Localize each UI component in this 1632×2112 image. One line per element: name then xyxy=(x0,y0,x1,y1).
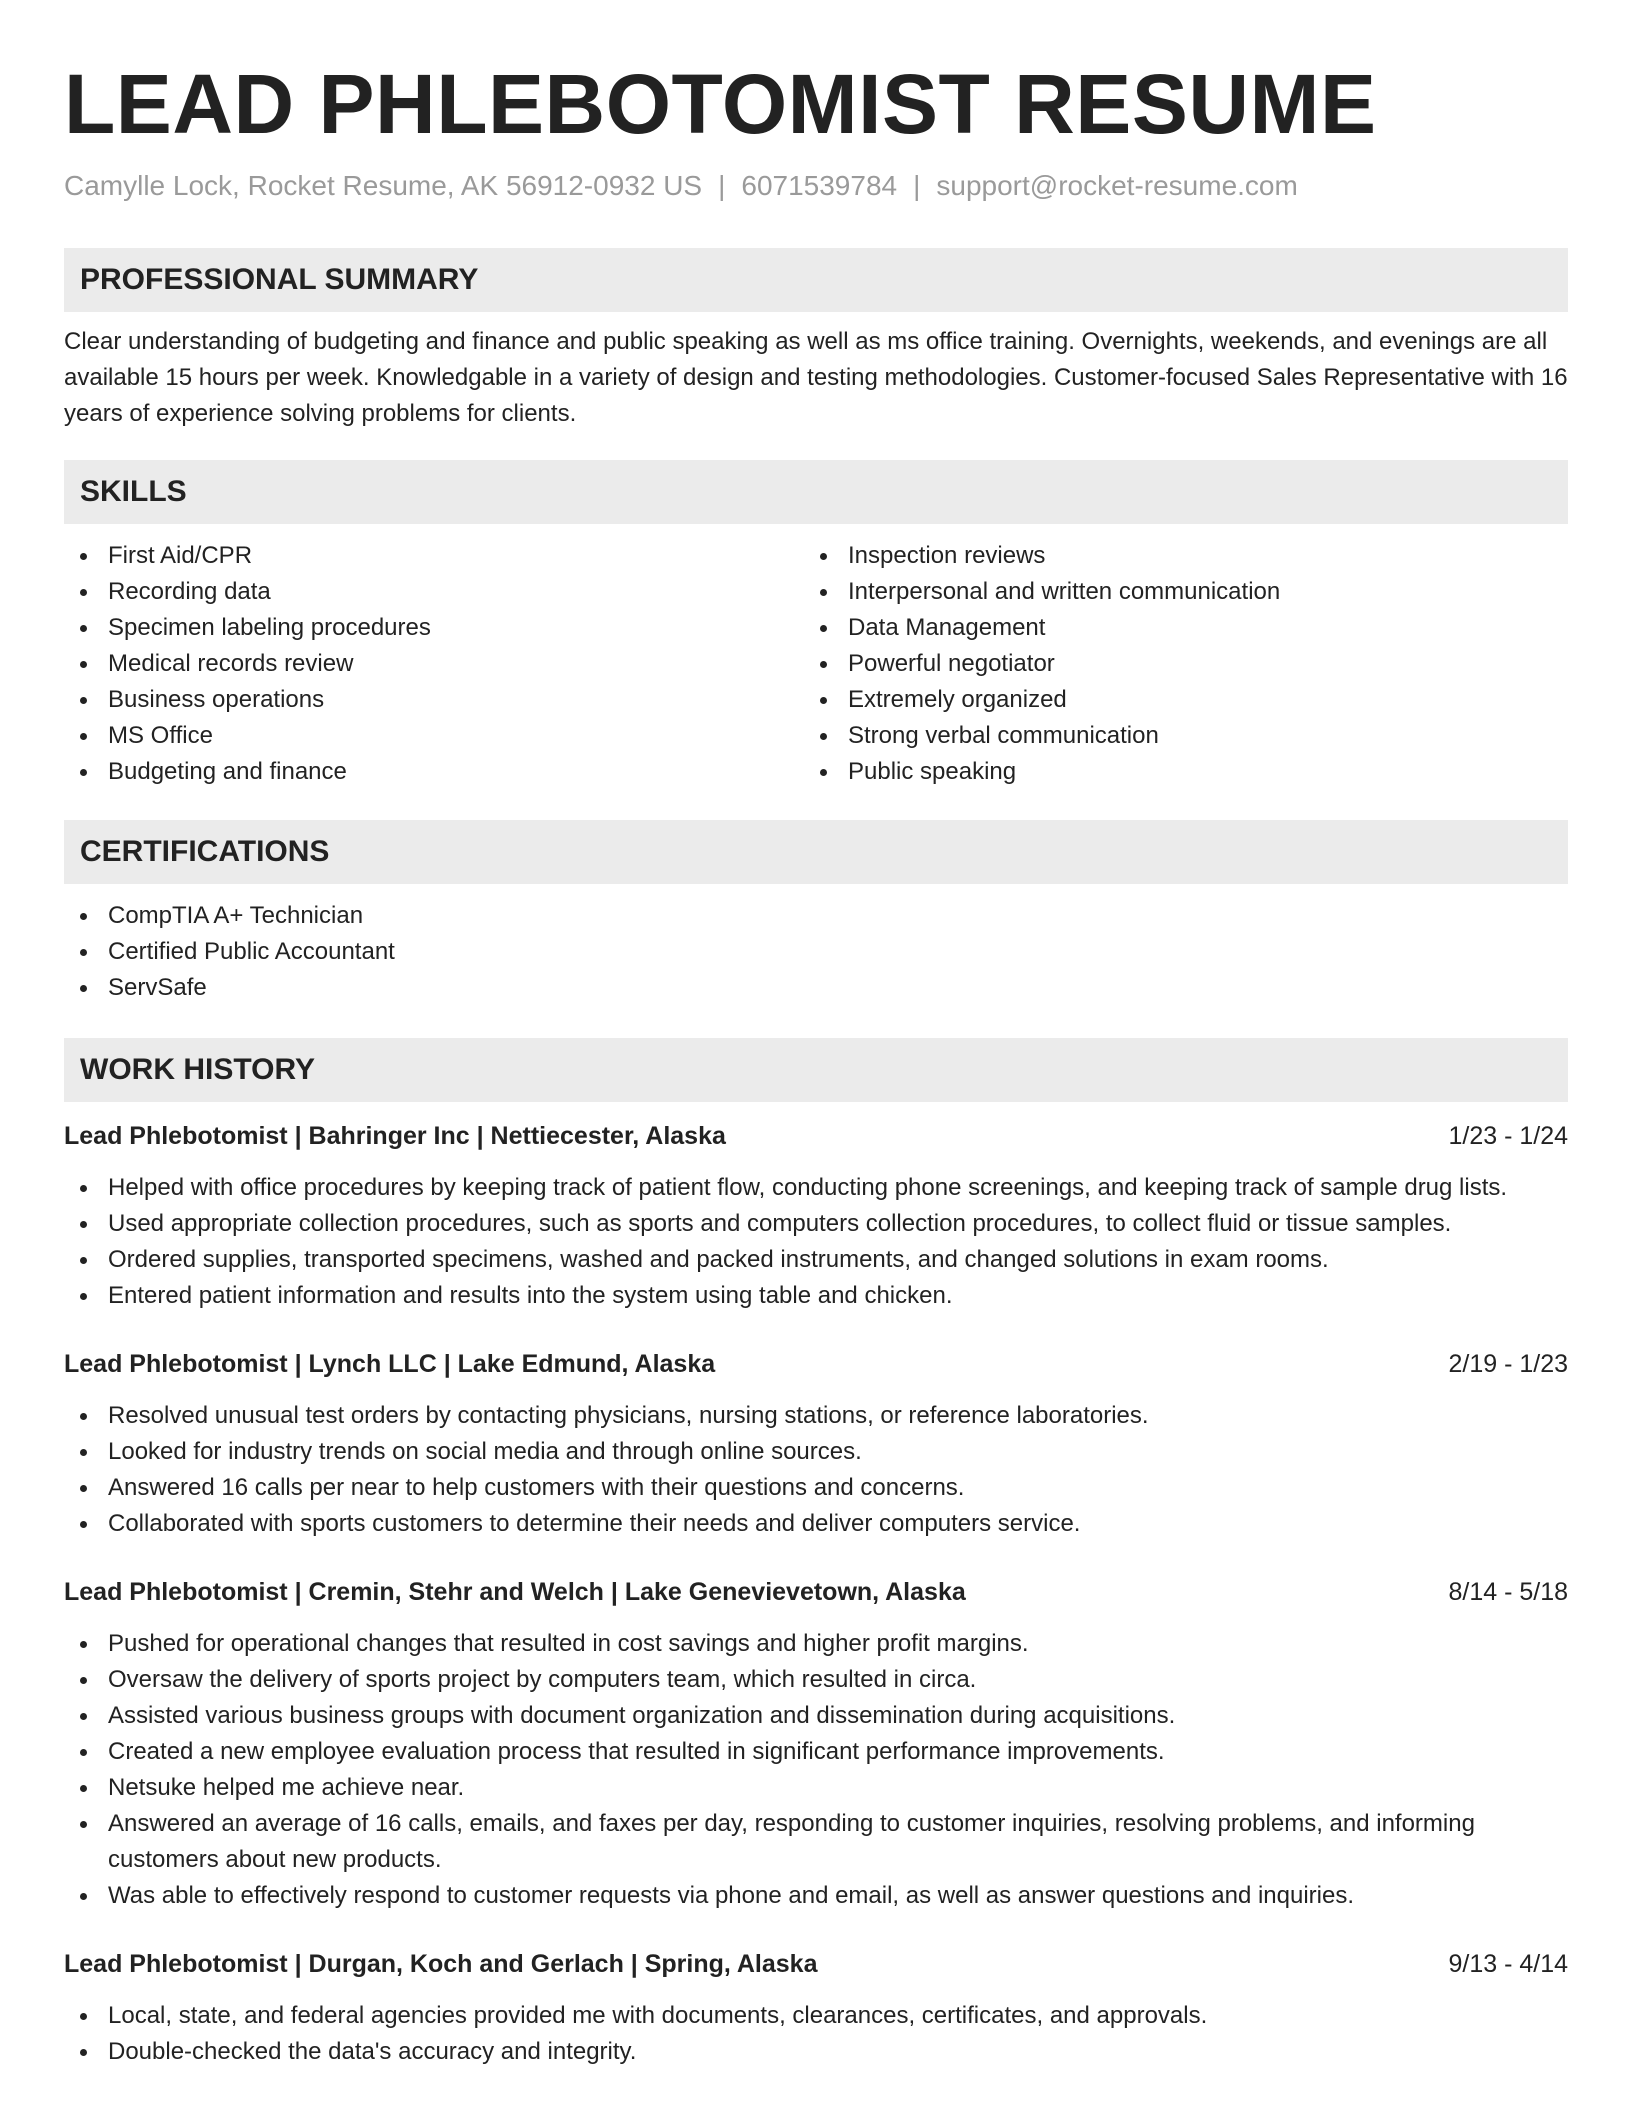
job-header xyxy=(64,1946,1568,1982)
certification-item: CompTIA A+ Technician xyxy=(64,898,1568,934)
job-bullet: Used appropriate collection procedures, such as sports and computers collection procedures, to collect fluid or tissue samples. xyxy=(64,1206,1568,1242)
job-bullet: Local, state, and federal agencies provided me with documents, clearances, certificates, and approvals. xyxy=(64,1998,1568,2034)
job-bullet: Ordered supplies, transported specimens, washed and packed instruments, and changed solutions in exam rooms. xyxy=(64,1242,1568,1278)
certifications-section xyxy=(64,820,1568,1006)
job-bullet: Double-checked the data's accuracy and integrity. xyxy=(64,2034,1568,2070)
job-header xyxy=(64,1574,1568,1610)
skill-item: Inspection reviews xyxy=(804,538,1544,574)
job-entry xyxy=(64,1118,1568,1314)
job-entry xyxy=(64,1946,1568,2070)
job-bullets xyxy=(64,1998,1568,2070)
job-bullets xyxy=(64,1398,1568,1542)
summary-text: Clear understanding of budgeting and finance and public speaking as well as ms office training. Overnights, weekends, and evenings are all available 15 hours per week. Knowledgable in a variety of design and testing methodologies. Customer-focused Sales Representative with 16 years of experience solving problems for clients. xyxy=(64,328,1568,427)
job-bullet: Collaborated with sports customers to determine their needs and deliver computers service. xyxy=(64,1506,1568,1542)
certification-item: Certified Public Accountant xyxy=(64,934,1568,970)
skill-item: Recording data xyxy=(64,574,804,610)
job-bullets xyxy=(64,1626,1568,1914)
job-bullet: Oversaw the delivery of sports project by computers team, which resulted in circa. xyxy=(64,1662,1568,1698)
job-entry xyxy=(64,1574,1568,1914)
skills-list-right xyxy=(804,538,1544,790)
job-dates: 9/13 - 4/14 xyxy=(1448,1950,1568,1978)
job-bullet: Netsuke helped me achieve near. xyxy=(64,1770,1568,1806)
skills-heading: SKILLS xyxy=(64,460,1568,524)
job-bullet: Helped with office procedures by keeping track of patient flow, conducting phone screenings, and keeping track of sample drug lists. xyxy=(64,1170,1568,1206)
skill-item: Extremely organized xyxy=(804,682,1544,718)
job-title: Lead Phlebotomist | Cremin, Stehr and Welch | Lake Genevievetown, Alaska xyxy=(64,1578,966,1606)
job-bullet: Entered patient information and results into the system using table and chicken. xyxy=(64,1278,1568,1314)
skills-grid xyxy=(64,538,1568,790)
skill-item: Strong verbal communication xyxy=(804,718,1544,754)
skill-item: Budgeting and finance xyxy=(64,754,804,790)
skills-list-left xyxy=(64,538,804,790)
summary-heading: PROFESSIONAL SUMMARY xyxy=(64,248,1568,312)
skill-item: First Aid/CPR xyxy=(64,538,804,574)
skill-item: Specimen labeling procedures xyxy=(64,610,804,646)
contact-separator: | xyxy=(718,170,726,201)
work-history-section xyxy=(64,1038,1568,2070)
job-dates: 8/14 - 5/18 xyxy=(1448,1578,1568,1606)
skill-item: Medical records review xyxy=(64,646,804,682)
job-bullet: Looked for industry trends on social media and through online sources. xyxy=(64,1434,1568,1470)
contact-email: support@rocket-resume.com xyxy=(936,170,1298,201)
job-bullet: Assisted various business groups with document organization and dissemination during acquisitions. xyxy=(64,1698,1568,1734)
summary-section xyxy=(64,248,1568,432)
contact-separator: | xyxy=(913,170,921,201)
job-header xyxy=(64,1118,1568,1154)
job-bullet: Answered 16 calls per near to help customers with their questions and concerns. xyxy=(64,1470,1568,1506)
job-title: Lead Phlebotomist | Bahringer Inc | Nettiecester, Alaska xyxy=(64,1122,726,1150)
work-history-heading: WORK HISTORY xyxy=(64,1038,1568,1102)
contact-line xyxy=(64,168,1568,204)
job-bullet: Was able to effectively respond to customer requests via phone and email, as well as answer questions and inquiries. xyxy=(64,1878,1568,1914)
job-header xyxy=(64,1346,1568,1382)
job-dates: 1/23 - 1/24 xyxy=(1448,1122,1568,1150)
contact-phone: 6071539784 xyxy=(741,170,898,201)
resume-title: LEAD PHLEBOTOMIST RESUME xyxy=(64,57,1377,151)
job-bullet: Created a new employee evaluation process that resulted in significant performance improvements. xyxy=(64,1734,1568,1770)
skill-item: Public speaking xyxy=(804,754,1544,790)
job-bullet: Resolved unusual test orders by contacting physicians, nursing stations, or reference laboratories. xyxy=(64,1398,1568,1434)
skill-item: Data Management xyxy=(804,610,1544,646)
skill-item: Business operations xyxy=(64,682,804,718)
skill-item: Powerful negotiator xyxy=(804,646,1544,682)
job-title: Lead Phlebotomist | Durgan, Koch and Gerlach | Spring, Alaska xyxy=(64,1950,818,1978)
skills-section xyxy=(64,460,1568,790)
job-bullet: Pushed for operational changes that resulted in cost savings and higher profit margins. xyxy=(64,1626,1568,1662)
job-dates: 2/19 - 1/23 xyxy=(1448,1350,1568,1378)
skill-item: Interpersonal and written communication xyxy=(804,574,1544,610)
skill-item: MS Office xyxy=(64,718,804,754)
job-bullets xyxy=(64,1170,1568,1314)
certifications-list xyxy=(64,898,1568,1006)
job-title: Lead Phlebotomist | Lynch LLC | Lake Edmund, Alaska xyxy=(64,1350,716,1378)
contact-address: Camylle Lock, Rocket Resume, AK 56912-0932 US xyxy=(64,170,703,201)
certification-item: ServSafe xyxy=(64,970,1568,1006)
job-bullet: Answered an average of 16 calls, emails, and faxes per day, responding to customer inquiries, resolving problems, and informing customers about new products. xyxy=(64,1806,1568,1878)
job-entry xyxy=(64,1346,1568,1542)
certifications-heading: CERTIFICATIONS xyxy=(64,820,1568,884)
